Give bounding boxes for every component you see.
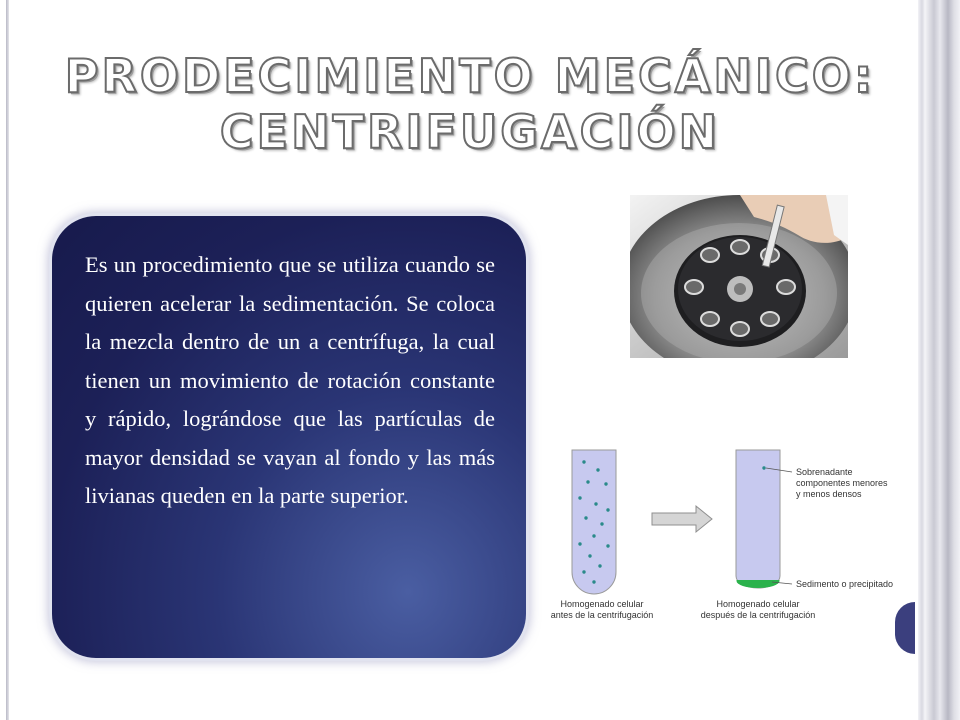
centrifuge-photo [630,195,848,358]
sediment-layer [737,580,780,588]
arrow-icon [652,506,712,532]
title-line-1: PRODECIMIENTO MECÁNICO: [64,49,876,103]
before-caption-line-1: Homogenado celular [560,599,644,609]
title-line-2: CENTRIFUGACIÓN [219,105,721,159]
tube-after [736,450,780,588]
supernatant-line-2: componentes menores [796,478,888,488]
text-panel [52,216,526,658]
supernatant-line-1: Sobrenadante [796,467,853,477]
after-caption [688,599,828,621]
slide-frame-right [918,0,960,720]
before-caption [538,599,666,621]
body-text: Es un procedimiento que se utiliza cuando se quieren acelerar la sedimentación. Se coloca la mezcla dentro de un a centrífuga, la cual tienen un movimiento de rotación constante y rápido, lográndose que las partículas de mayor densidad se vayan al fondo y las más livianas queden en la parte superior. [85,252,495,508]
rotor [674,235,806,347]
supernatant-label [796,467,888,500]
before-caption-line-2: antes de la centrifugación [550,610,654,620]
sediment-label: Sedimento o precipitado [796,579,894,589]
supernatant-line-3: y menos densos [796,489,862,499]
after-caption-line-2: después de la centrifugación [700,610,816,620]
centrifugation-diagram [536,436,908,632]
tube-before [572,450,616,594]
slide-frame-left [6,0,9,720]
after-caption-line-1: Homogenado celular [716,599,800,609]
slide-title [60,48,880,160]
